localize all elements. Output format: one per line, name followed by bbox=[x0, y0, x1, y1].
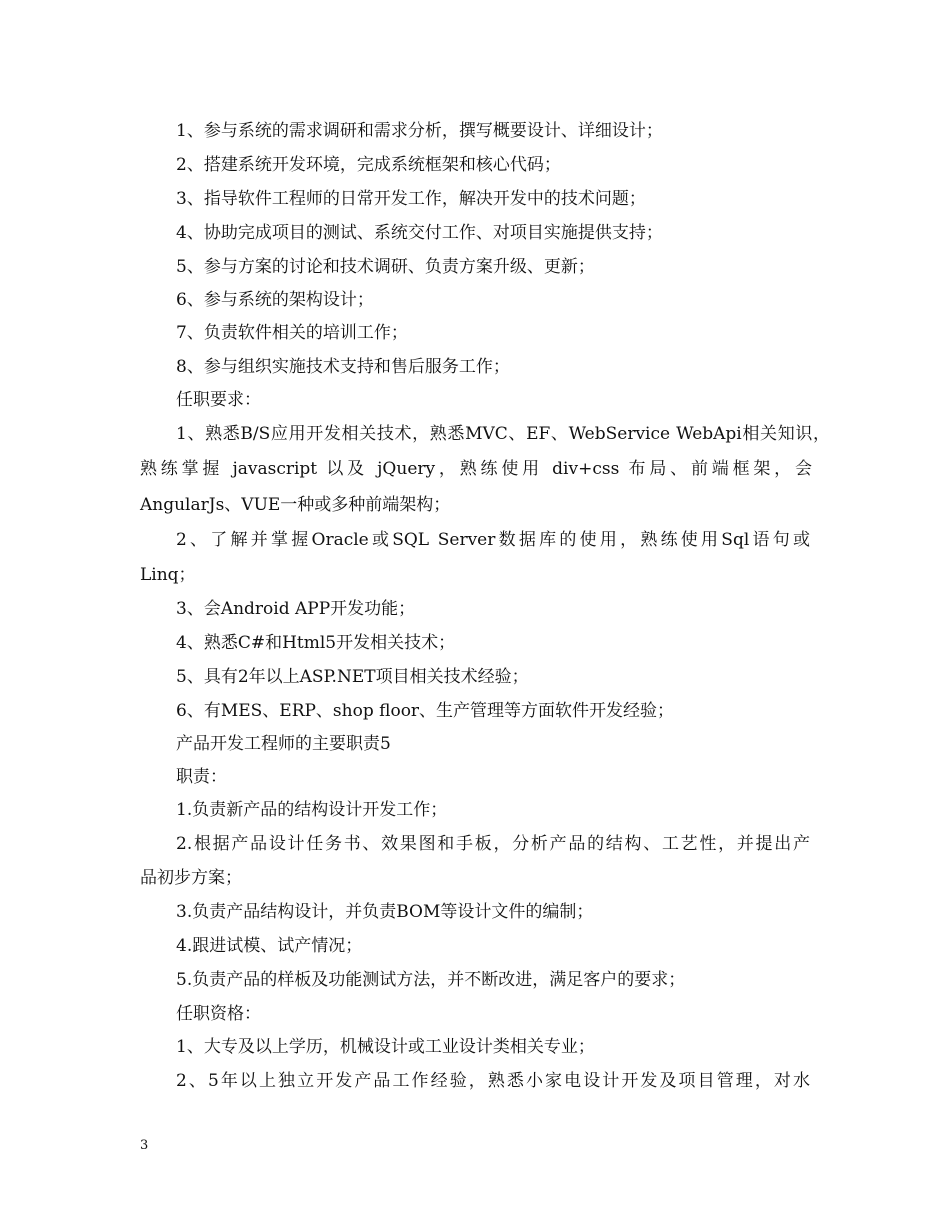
paragraph-line: AngularJs、VUE一种或多种前端架构； bbox=[140, 495, 451, 515]
section-heading: 产品开发工程师的主要职责5 bbox=[176, 734, 391, 754]
paragraph-line: Linq； bbox=[140, 565, 196, 585]
paragraph-line: 3、会Android APP开发功能； bbox=[176, 599, 416, 619]
paragraph-line: 1.负责新产品的结构设计开发工作； bbox=[176, 800, 448, 820]
paragraph-line: 3、指导软件工程师的日常开发工作，解决开发中的技术问题； bbox=[176, 189, 646, 209]
paragraph-line: 2.根据产品设计任务书、效果图和手板，分析产品的结构、工艺性，并提出产 bbox=[176, 834, 810, 854]
paragraph-line: 2、了解并掌握Oracle或SQL Server数据库的使用，熟练使用Sql语句或 bbox=[176, 530, 810, 550]
paragraph-line: 2、搭建系统开发环境，完成系统框架和核心代码； bbox=[176, 155, 561, 175]
paragraph-line: 6、参与系统的架构设计； bbox=[176, 290, 374, 310]
paragraph-line: 4、协助完成项目的测试、系统交付工作、对项目实施提供支持； bbox=[176, 223, 663, 243]
paragraph-line: 1、熟悉B/S应用开发相关技术，熟悉MVC、EF、WebService WebApi相关知识， bbox=[176, 424, 830, 444]
paragraph-line: 3.负责产品结构设计，并负责BOM等设计文件的编制； bbox=[176, 902, 594, 922]
paragraph-line: 5、具有2年以上ASP.NET项目相关技术经验； bbox=[176, 667, 529, 687]
paragraph-line: 品初步方案； bbox=[140, 868, 242, 888]
paragraph-line: 1、参与系统的需求调研和需求分析，撰写概要设计、详细设计； bbox=[176, 121, 663, 141]
paragraph-line: 8、参与组织实施技术支持和售后服务工作； bbox=[176, 357, 510, 377]
page-number: 3 bbox=[140, 1138, 149, 1153]
section-heading: 职责： bbox=[176, 767, 227, 787]
paragraph-line: 7、负责软件相关的培训工作； bbox=[176, 323, 408, 343]
paragraph-line: 2、5年以上独立开发产品工作经验，熟悉小家电设计开发及项目管理，对水 bbox=[176, 1071, 810, 1091]
paragraph-line: 4.跟进试模、试产情况； bbox=[176, 936, 363, 956]
section-heading: 任职要求： bbox=[176, 390, 261, 410]
paragraph-line: 5.负责产品的样板及功能测试方法，并不断改进，满足客户的要求； bbox=[176, 970, 686, 990]
paragraph-line: 1、大专及以上学历，机械设计或工业设计类相关专业； bbox=[176, 1037, 595, 1057]
paragraph-line: 5、参与方案的讨论和技术调研、负责方案升级、更新； bbox=[176, 257, 595, 277]
section-heading: 任职资格： bbox=[176, 1004, 261, 1024]
paragraph-line: 4、熟悉C#和Html5开发相关技术； bbox=[176, 633, 456, 653]
paragraph-line: 6、有MES、ERP、shop floor、生产管理等方面软件开发经验； bbox=[176, 701, 675, 721]
paragraph-line: 熟练掌握 javascript 以及 jQuery，熟练使用 div+css 布局、前端框架，会 bbox=[140, 459, 812, 479]
